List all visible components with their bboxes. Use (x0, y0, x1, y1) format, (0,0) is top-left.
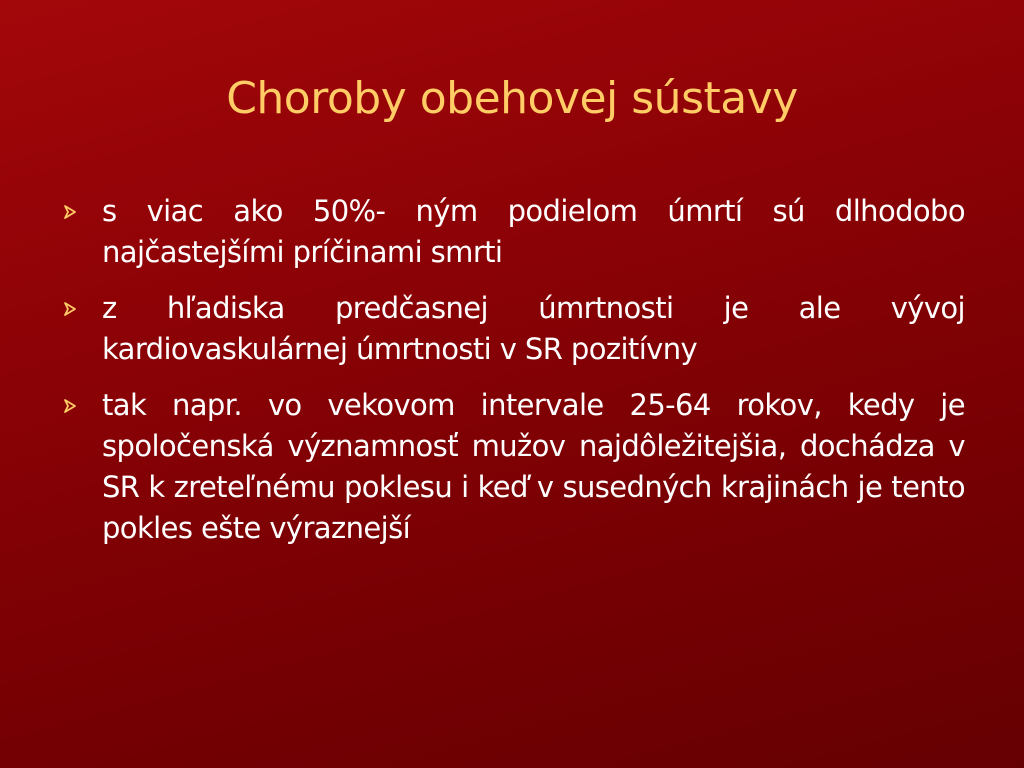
bullet-text: tak napr. vo vekovom intervale 25-64 rokov, kedy je spoločenská významnosť mužov najdôležitejšia, dochádza v SR k zreteľnému poklesu i keď v susedných krajinách je tento pokles ešte výraznejší (102, 388, 965, 545)
bullet-item (60, 288, 965, 370)
bullet-text: s viac ako 50%- ným podielom úmrtí sú dlhodobo najčastejšími príčinami smrti (102, 194, 965, 269)
bullet-item (60, 385, 965, 549)
slide-title: Choroby obehovej sústavy (226, 73, 798, 124)
bullet-text: z hľadiska predčasnej úmrtnosti je ale vývoj kardiovaskulárnej úmrtnosti v SR pozitívny (102, 291, 965, 366)
arrow-bullet-icon (62, 204, 78, 220)
bullet-list (60, 191, 965, 564)
arrow-bullet-icon (62, 301, 78, 317)
arrow-bullet-icon (62, 398, 78, 414)
bullet-item (60, 191, 965, 273)
